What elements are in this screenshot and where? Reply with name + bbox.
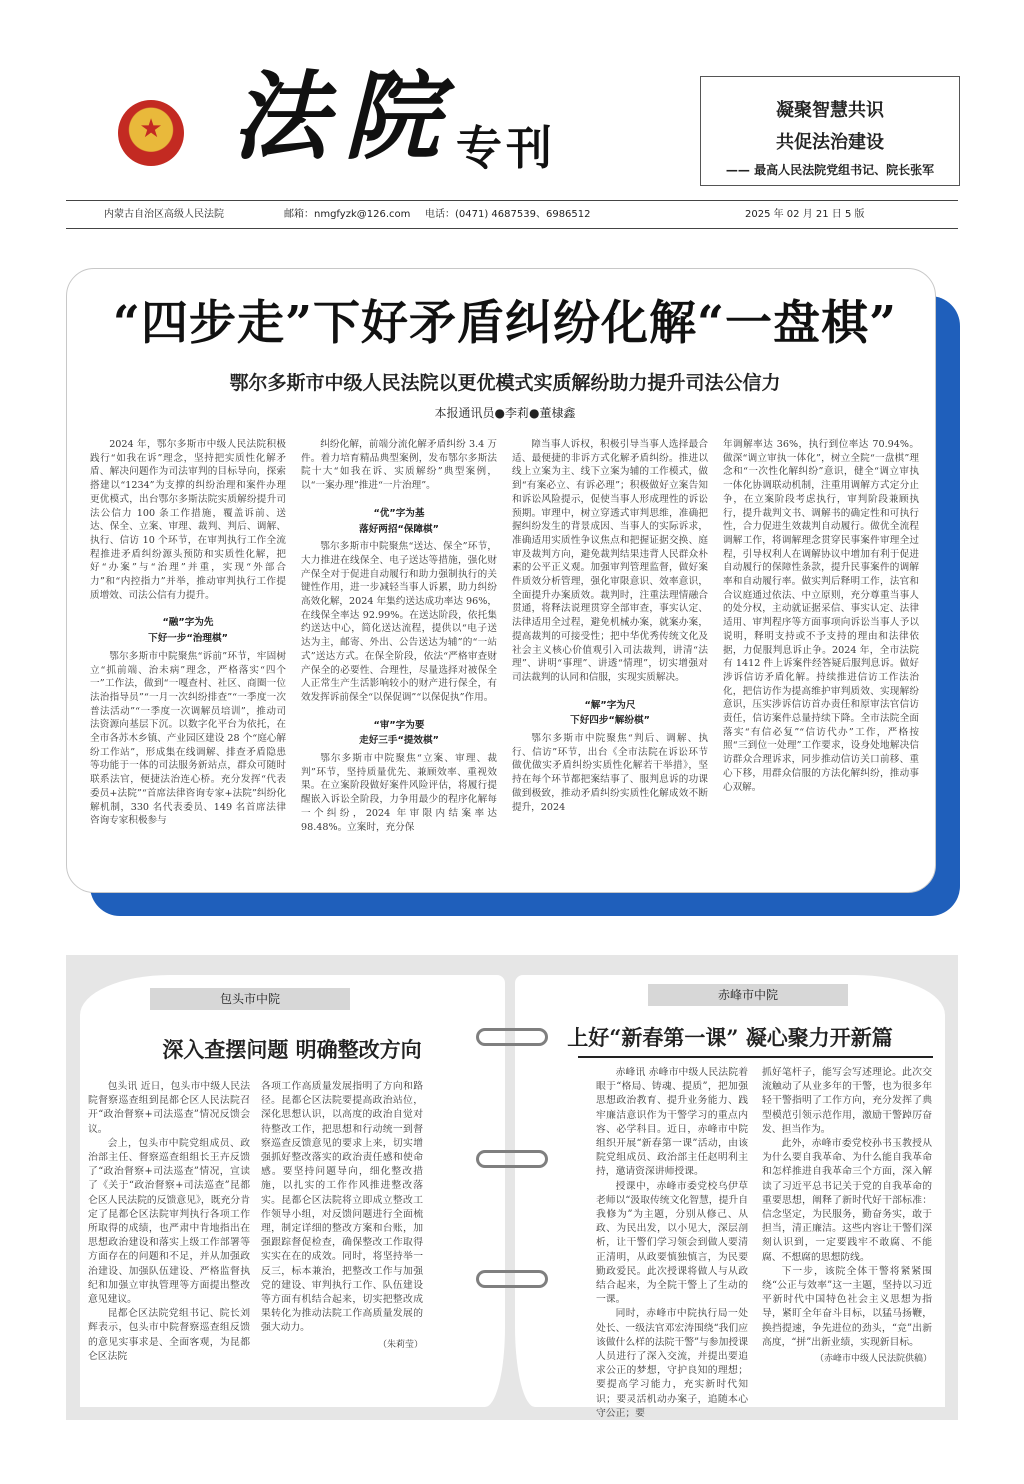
paragraph: 纠纷化解，前端分流化解矛盾纠纷 3.4 万件。着力培育精品典型案例，发布鄂尔多斯法院十大“如我在诉、实质解纷”典型案例，以“一案办理”推进“一片治理”。 bbox=[301, 439, 497, 492]
paragraph: 同时，赤峰市中院执行局一处处长、一级法官邓宏涛围绕“我们应该做什么样的法院干警”与参加授课人员进行了深入交流，并提出要追求公正的梦想，守护良知的理想；要提高学习能力，充实新时代知识；要灵活机动办案子，追随本心守公正；要 bbox=[596, 1308, 748, 1419]
section-heading: “审”字为要 bbox=[373, 719, 425, 731]
article-column-2 bbox=[301, 438, 497, 878]
section-heading: “解”字为尺 bbox=[584, 699, 636, 711]
article-subhead: 鄂尔多斯市中级人民法院以更优模式实质解纷助力提升司法公信力 bbox=[229, 372, 781, 394]
left-story-column-2 bbox=[261, 1080, 423, 1400]
publisher: 内蒙古自治区高级人民法院 bbox=[104, 209, 224, 220]
masthead-title: 法院 bbox=[232, 60, 456, 173]
masthead-rule-top bbox=[66, 200, 958, 201]
paragraph: 赤峰讯 赤峰市中级人民法院着眼于“格局、铸魂、提质”，把加强思想政治教育、提升业务能力、践牢廉洁意识作为干警学习的重点内容、必学科目。近日，赤峰市中院组织开展“新春第一课”活动，由该院党组成员、政治部主任赵明利主持，邀请资深讲师授课。 bbox=[596, 1067, 748, 1178]
star-icon: ★ bbox=[139, 114, 163, 144]
section-heading: “优”字为基 bbox=[373, 507, 425, 519]
slogan-attribution: —— 最高人民法院党组书记、院长张军 bbox=[725, 163, 935, 177]
masthead-rule-bottom bbox=[66, 228, 958, 229]
paragraph: 此外，赤峰市委党校孙书玉教授从为什么要自我革命、为什么能自我革命和怎样推进自我革命三个方面，深入解读了习近平总书记关于党的自我革命的重要思想，阐释了新时代好干部标准：信念坚定，为民服务，勤奋务实，敢于担当，清正廉洁。这些内容让干警们深刻认识到，一定要践牢不敢腐、不能腐、不想腐的思想防线。 bbox=[762, 1138, 932, 1263]
paragraph: 授课中，赤峰市委党校乌伊草老师以“汲取传统文化智慧，提升自我修为”为主题，分别从修己、从政、为民出发，以小见大，深层剖析，让干警们学习领会到做人要清正清明，从政要慎独慎言，为民要勤政爱民。此次授课将做人与从政结合起来，为全院干警上了生动的一课。 bbox=[596, 1180, 748, 1306]
author-sign: （赤峰市中级人民法院供稿） bbox=[814, 1354, 932, 1365]
left-story-tag: 包头市中院 bbox=[150, 988, 350, 1010]
section-heading: 下好一步“治理棋” bbox=[148, 633, 228, 645]
article-headline: “四步走”下好矛盾纠纷化解“一盘棋” bbox=[112, 296, 898, 351]
email: 邮箱：nmgfyzk@126.com bbox=[284, 209, 411, 220]
left-story-column-1 bbox=[88, 1080, 250, 1400]
right-story-column-1 bbox=[596, 1066, 748, 1419]
masthead-subtitle: 专刊 bbox=[456, 121, 556, 175]
author-sign: （朱莉莹） bbox=[377, 1339, 423, 1350]
article-column-3 bbox=[512, 438, 708, 878]
paragraph: 鄂尔多斯市中院聚焦“送达、保全”环节，大力推进在线保全、电子送达等措施，强化财产保全对于促进自动履行和助力强制执行的关键性作用，进一步减轻当事人诉累，助力纠纷高效化解，2024 年集约送达成功率达 96%，在线保全率达 92.99%。在送达阶段，依托集约送达中心，简化送达流程，提供以“电子送达为主，邮寄、外出、公告送达为辅”的“一站式”送达方式。在保全阶段，依法“严格审查财产保全的必要性、合理性，尽量选择对被保全人正常生产生活影响较小的财产进行保全，有效发挥诉前保全“以保促调”“以保促执”作用。 bbox=[301, 541, 497, 703]
section-heading: 下好四步“解纷棋” bbox=[570, 715, 650, 727]
paragraph: 下一步，该院全体干警将紧紧围绕“公正与效率”这一主题，坚持以习近平新时代中国特色社会主义思想为指导，紧盯全年奋斗目标，以猛马扬鞭，换挡提速，争先进位的劲头，“竞”出新高度，“拼”出新业绩，实现新目标。 bbox=[762, 1265, 932, 1348]
right-story-column-2 bbox=[762, 1066, 932, 1400]
paragraph: 会上，包头市中院党组成员、政治部主任、督察巡查组组长王卉反馈了“政治督察+司法巡查”情况，宣读了《关于“政治督察+司法巡查”昆都仑区人民法院的反馈意见》，既充分肯定了昆都仑区法院审判执行各项工作所取得的成绩，也严肃中肯地指出在思想政治建设和落实上级工作部署等方面存在的问题和不足，并从加强政治建设、加强队伍建设、严格监督执纪和加强立审执管理等方面提出整改意见建议。 bbox=[88, 1137, 250, 1306]
paragraph: 鄂尔多斯市中院聚焦“判后、调解、执行、信访”环节，出台《全市法院在诉讼环节做优做实矛盾纠纷实质性化解若干举措》，坚持在每个环节都把案结事了、服判息诉的功课做到极致，推动矛盾纠纷实质性化解成效不断提升，2024 bbox=[512, 733, 708, 813]
article-column-1 bbox=[90, 438, 286, 878]
paragraph: 2024 年，鄂尔多斯市中级人民法院积极践行“如我在诉”理念，坚持把实质性化解矛盾、解决问题作为司法审判的目标导向，探索搭建以“1234”为支撑的纠纷治理和案件办理更优模式，出台鄂尔多斯法院实质解纷提升司法公信力 100 条工作措施，覆盖诉前、送达、保全、立案、审理、裁判、判后、调解、执行、信访 10 个环节，在审判执行工作全流程推进矛盾纠纷源头预防和实质性化解，把好“办案”与“治理”并重，实现“外部合力”和“内控指力”并举，推动审判执行工作提质增效、司法公信有力提升。 bbox=[90, 439, 286, 601]
article-column-4 bbox=[723, 438, 919, 878]
article-byline: 本报通讯员●李莉●董棣鑫 bbox=[434, 406, 576, 420]
right-story-title: 上好“新春第一课” 凝心聚力开新篇 bbox=[567, 1025, 893, 1050]
slogan-line-1: 凝聚智慧共识 bbox=[776, 100, 884, 121]
slogan-line-2: 共促法治建设 bbox=[776, 132, 884, 153]
issue-date: 2025 年 02 月 21 日 5 版 bbox=[745, 209, 865, 220]
title-underline bbox=[578, 1056, 933, 1058]
paragraph: 鄂尔多斯市中院聚焦“立案、审理、裁判”环节，坚持质量优先、兼顾效率、重视效果。在立案阶段做好案件风险评估，将履行提醒嵌入诉讼全阶段，力争用最少的程序化解每一个纠纷，2024 年审限内结案率达 98.48%。立案时，充分保 bbox=[301, 753, 497, 833]
left-story-title: 深入查摆问题 明确整改方向 bbox=[162, 1037, 422, 1062]
binder-ring-icon bbox=[476, 1150, 548, 1168]
section-heading: 落好两招“保障棋” bbox=[359, 523, 439, 535]
paragraph: 障当事人诉权，积极引导当事人选择最合适、最便捷的非诉方式化解矛盾纠纷。推进以线上立案为主、线下立案为辅的工作模式，做到“有案必立、有诉必理”；积极做好立案告知和诉讼风险提示，促使当事人形成理性的诉讼预期。审理中，树立穿透式审判思维，准确把握纠纷发生的背景成因、当事人的实际诉求，准确适用实质性争议焦点和把握证据交换、庭审及裁判方向，避免裁判结果违背人民群众朴素的公平正义观。加强审判管理监督，做好案件质效分析管理，强化审限意识、效率意识，全面提升办案质效。裁判时，注重法理情融合贯通，将释法说理贯穿全部审查，事实认定、法律适用全过程，避免机械办案，就案办案，提高裁判的可接受性；把中华优秀传统文化及社会主义核心价值观引入司法裁判，讲清“法理”、讲明“事理”、讲透“情理”，切实增强对司法裁判的认同和信服，实现实质解决。 bbox=[512, 439, 708, 683]
court-emblem-icon bbox=[118, 100, 184, 166]
section-heading: 走好三手“提效棋” bbox=[359, 735, 439, 747]
paragraph: 鄂尔多斯市中院聚焦“诉前”环节，牢固树立“抓前端、治未病”理念，严格落实“四个一”工作法，做到“一嘎查村、社区、商圈一位法治指导员”“一月一次纠纷排查”“一季度一次普法活动”“一季度一次调解员培训”，推动司法资源向基层下沉。以数字化平台为依托，在全市各苏木乡镇、产业园区建设 28 个“庭心解纷工作站”，形成集在线调解、排查矛盾隐患等功能于一体的司法服务新站点，群众可随时联系法官，便捷法治连心桥。充分发挥“代表委员+法院”“首席法律咨询专家+法院”纠纷化解机制，330 名代表委员、149 名首席法律咨询专家积极参与 bbox=[90, 650, 286, 827]
paragraph: 各项工作高质量发展指明了方向和路径。昆都仑区法院要提高政治站位，深化思想认识，以高度的政治自觉对待整改工作，把思想和行动统一到督察巡查反馈意见的要求上来，切实增强抓好整改落实的政治责任感和使命感。要坚持问题导向，细化整改措施，以扎实的工作作风推进整改落实。昆都仑区法院将立即成立整改工作领导小组，对反馈问题进行全面梳理，制定详细的整改方案和台账，加强跟踪督促检查，确保整改工作取得实实在在的成效。同时，将坚持举一反三，标本兼治，把整改工作与加强党的建设、审判执行工作、队伍建设等方面有机结合起来，切实把整改成果转化为推动法院工作高质量发展的强大动力。 bbox=[261, 1081, 423, 1334]
binder-ring-icon bbox=[476, 1270, 548, 1288]
section-heading: “融”字为先 bbox=[162, 617, 214, 629]
paragraph: 年调解率达 36%，执行到位率达 70.94%。做深“调立审执一体化”，树立全院“一盘棋”理念和“一次性化解纠纷”意识，健全“调立审执一体化协调联动机制，注重用调解方式定分止争，在立案阶段考虑执行，审判阶段兼顾执行，提升裁判文书、调解书的确定性和可执行性，合力促进生效裁判自动履行。做优全流程调解工作，将调解理念贯穿民事案件审理全过程，引导权利人在调解协议中增加有利于促进自动履行的保障性条款，提升民事案件的调解率和自动履行率。做实判后释明工作，法官和合议庭通过依法、中立原则，充分尊重当事人的处分权，主动就证据采信、事实认定、法律适用、审判程序等方面事项向诉讼当事人予以说明，释明支持或不予支持的理由和法律依据，力促服判息诉止争。2024 年，全市法院有 1412 件上诉案件经答疑后服判息诉。做好涉诉信访矛盾化解。持续推进信访工作法治化，把信访作为提高维护审判质效、实现解纷意识，压实涉诉信访首办责任和原审法官信访责任，信访案件总量持续下降。全市法院全面落实“有信必复”“信访代办”工作，严格按照“三到位一处理”工作要求，设身处地解决信访群众合理诉求，同步推动信访关口前移、重心下移，用群众信服的方法化解纠纷，推动事心双解。 bbox=[723, 439, 919, 793]
right-story-tag: 赤峰市中院 bbox=[648, 984, 848, 1006]
paragraph: 昆都仑区法院党组书记、院长刘辉表示，包头市中院督察巡查组反馈的意见实事求是、全面客观，为昆都仑区法院 bbox=[88, 1308, 250, 1362]
paragraph: 包头讯 近日，包头市中级人民法院督察巡查组到昆都仑区人民法院召开“政治督察+司法巡查”情况反馈会议。 bbox=[88, 1081, 250, 1135]
phone: 电话：(0471) 4687539、6986512 bbox=[425, 209, 591, 220]
paragraph: 抓好笔杆子，能写会写述理论。此次交流触动了从业多年的干警，也为很多年轻干警指明了工作方向，充分发挥了典型模范引领示范作用，激励干警踔厉奋发、担当作为。 bbox=[762, 1067, 932, 1135]
